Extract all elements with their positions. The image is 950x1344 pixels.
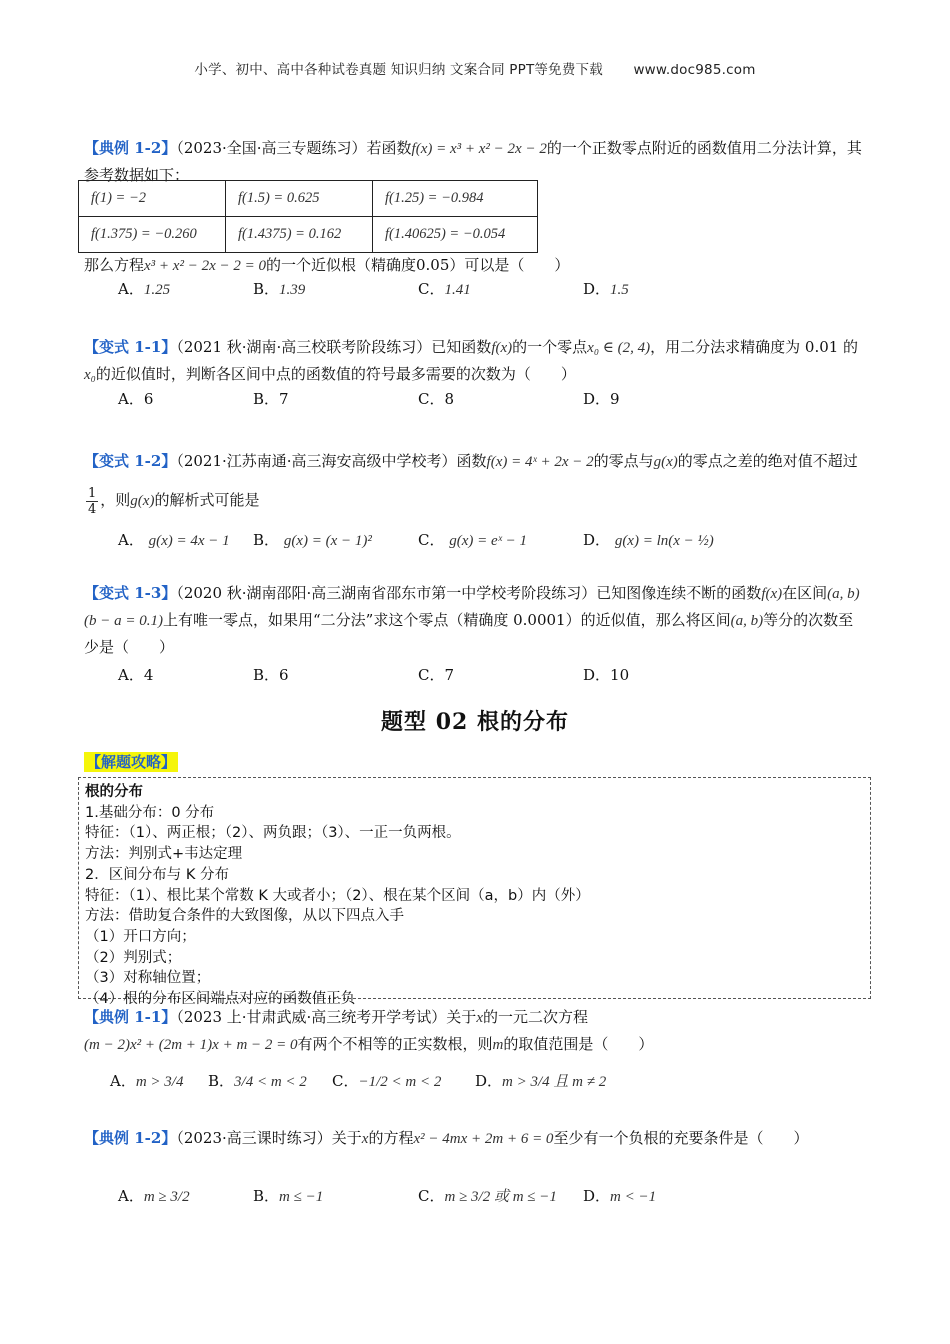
option-d[interactable]: D．1.5 [583,280,629,298]
q5-options [110,1068,850,1094]
option-a[interactable]: A．6 [118,390,154,408]
reference-table [78,180,538,253]
q3-tag: 【变式 1-2】 [84,452,177,470]
option-a[interactable]: A． g(x) = 4x − 1 [118,531,230,549]
option-b[interactable]: B．1.39 [253,280,306,298]
option-d[interactable]: D．10 [583,666,630,684]
option-b[interactable]: B．m ≤ −1 [253,1187,324,1205]
q5-eq: (m − 2)x² + (2m + 1)x + m − 2 = 0 [84,1037,298,1053]
q2-tag: 【变式 1-1】 [84,338,177,356]
q2-options [118,386,858,412]
table-cell: f(1.25) = −0.984 [373,181,538,217]
table-row [79,181,538,217]
option-a[interactable]: A．4 [118,666,154,684]
section-title: 题型 02 根的分布 [381,709,569,735]
question-q5: 【典例 1-1】（2023 上·甘肃武威·高三统考开学考试）关于x的一元二次方程 (m − 2)x² + (2m + 1)x + m − 2 = 0有两个不相等的正实数根，则m的取值范围是（ ） [84,1008,654,1053]
box-line: 特征：（1）、两正根；（2）、两负跟；（3）、一正一负两根。 [85,825,461,842]
option-c[interactable]: C．−1/2 < m < 2 [332,1072,442,1090]
table-cell: f(1.5) = 0.625 [226,181,373,217]
option-c[interactable]: C．m ≥ 3/2 或 m ≤ −1 [418,1187,557,1205]
box-line: （2）判别式； [85,949,182,966]
option-c[interactable]: C．7 [418,666,455,684]
header-url[interactable]: www.doc985.com [633,62,756,78]
q1-text-d: 的一个近似根（精确度0.05）可以是（ ） [265,256,570,274]
option-c[interactable]: C． g(x) = eˣ − 1 [418,531,528,549]
q1-options [118,276,858,302]
q4-tag: 【变式 1-3】 [84,584,177,602]
q1-formula: f(x) = x³ + x² − 2x − 2 [411,141,547,157]
box-line: 方法：借助复合条件的大致图像，从以下四点入手 [85,908,404,925]
q1-question-line [84,252,864,279]
box-line: 方法：判别式+韦达定理 [85,846,243,863]
header-text: 小学、初中、高中各种试卷真题 知识归纳 文案合同 PPT等免费下载 [194,62,603,78]
question-q6: 【典例 1-2】（2023·高三课时练习）关于x的方程x² − 4mx + 2m + 6 = 0至少有一个负根的充要条件是（ ） [84,1129,809,1147]
option-c[interactable]: C．1.41 [418,280,471,298]
q1-eq: x³ + x² − 2x − 2 = 0 [144,258,266,274]
q6-tag: 【典例 1-2】 [84,1129,177,1147]
option-a[interactable]: A．m ≥ 3/2 [118,1187,190,1205]
box-line: （3）对称轴位置； [85,970,211,987]
option-b[interactable]: B． g(x) = (x − 1)² [253,531,372,549]
option-c[interactable]: C．8 [418,390,455,408]
option-d[interactable]: D．m < −1 [583,1187,657,1205]
table-cell: f(1.4375) = 0.162 [226,217,373,253]
table-row [79,217,538,253]
q4-options [118,662,858,688]
box-title: 根的分布 [85,784,143,800]
table-cell: f(1.40625) = −0.054 [373,217,538,253]
q1-text-c: 那么方程 [84,256,145,274]
question-q4: 【变式 1-3】（2020 秋·湖南邵阳·高三湖南省邵东市第一中学校考阶段练习）已知图像连续不断的函数f(x)在区间(a, b)(b − a = 0.1)上有唯一零点，如果用“二分法”求这个零点（精确度 0.0001）的近似值，那么将区间(a, b)等分的次数至少是（ ） [84,584,860,656]
strategy-box [78,777,871,1008]
q1-text-a: （2023·全国·高三专题练习）若函数 [176,139,412,157]
box-line: 1.基础分布：0 分布 [85,804,215,821]
q5-tag: 【典例 1-1】 [84,1008,177,1026]
option-d[interactable]: D．m > 3/4 且 m ≠ 2 [475,1072,607,1090]
box-line: 2．区间分布与 K 分布 [85,866,229,883]
question-q2: 【变式 1-1】（2021 秋·湖南·高三校联考阶段练习）已知函数f(x)的一个零点x₀ ∈ (2, 4)，用二分法求精确度为 0.01 的x₀的近似值时，判断各区间中点的函数值的符号最多需要的次数为（ ） [84,338,859,383]
option-b[interactable]: B．3/4 < m < 2 [208,1072,307,1090]
table-cell: f(1) = −2 [79,181,226,217]
q1-tag: 【典例 1-2】 [84,139,177,157]
box-line: （1）开口方向； [85,928,196,945]
option-a[interactable]: A．1.25 [118,280,171,298]
box-line: 特征：（1）、根比某个常数 K 大或者小；（2）、根在某个区间（a，b）内（外） [85,887,590,904]
option-d[interactable]: D． g(x) = ln(x − ½) [583,531,714,549]
question-q3: 【变式 1-2】（2021·江苏南通·高三海安高级中学校考）函数f(x) = 4ˣ + 2x − 2的零点与g(x)的零点之差的绝对值不超过 $\frac{1}{4}$ ，则g(x)的解析式可能是 [84,452,858,517]
fraction-quarter: $\frac{1}{4}$ [88,485,97,517]
q6-options [118,1183,858,1209]
box-line: （4）根的分布区间端点对应的函数值正负 [85,991,356,1008]
q3-options [118,527,858,553]
strategy-label: 【解题攻略】 [86,753,177,771]
q1-text-b: 的一个正数零点附近的函数值用二分法计算，其参考数据如下： [84,139,862,184]
option-b[interactable]: B．7 [253,390,289,408]
option-d[interactable]: D．9 [583,390,620,408]
option-a[interactable]: A．m > 3/4 [110,1072,184,1090]
option-b[interactable]: B．6 [253,666,289,684]
table-cell: f(1.375) = −0.260 [79,217,226,253]
page-header [0,58,950,78]
